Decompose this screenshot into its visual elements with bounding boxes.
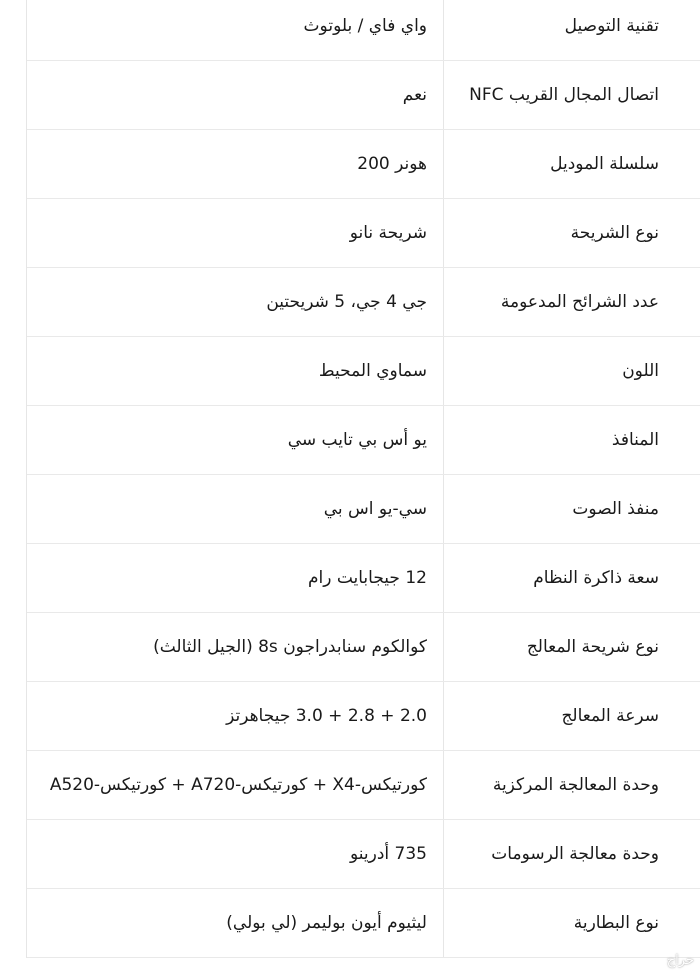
spec-label: منفذ الصوت (443, 475, 700, 543)
spec-value: واي فاي / بلوتوث (303, 16, 427, 36)
spec-value: نعم (402, 85, 427, 105)
spec-value: ليثيوم أيون بوليمر (لي بولي) (226, 913, 427, 933)
spec-row-nfc (27, 61, 700, 130)
spec-row-gpu (27, 820, 700, 889)
spec-label: وحدة المعالجة المركزية (443, 751, 700, 819)
spec-row-ports (27, 406, 700, 475)
spec-label: نوع شريحة المعالج (443, 613, 700, 681)
spec-value: كورتيكس-X4 + كورتيكس-A720 + كورتيكس-A520 (49, 775, 427, 795)
spec-value: 2.0 + 2.8 + 3.0 جيجاهرتز (226, 706, 427, 726)
spec-label: تقنية التوصيل (443, 0, 700, 60)
spec-value: 735 أدرينو (349, 844, 427, 864)
spec-label: المنافذ (443, 406, 700, 474)
spec-row-cpu (27, 751, 700, 820)
spec-label: اتصال المجال القريب NFC (443, 61, 700, 129)
spec-row-audio-port (27, 475, 700, 544)
spec-table (26, 0, 700, 958)
spec-value: هونر 200 (357, 154, 427, 174)
spec-label: سعة ذاكرة النظام (443, 544, 700, 612)
spec-value: كوالكوم سنابدراجون 8s (الجيل الثالث) (153, 637, 427, 657)
spec-label: سرعة المعالج (443, 682, 700, 750)
spec-label: اللون (443, 337, 700, 405)
spec-row-color (27, 337, 700, 406)
spec-value: سي-يو اس بي (323, 499, 427, 519)
spec-value: شريحة نانو (349, 223, 427, 243)
spec-row-connectivity (27, 0, 700, 61)
spec-row-chipset (27, 613, 700, 682)
spec-row-ram (27, 544, 700, 613)
spec-row-model-series (27, 130, 700, 199)
spec-row-battery-type (27, 889, 700, 958)
spec-row-cpu-speed (27, 682, 700, 751)
spec-value: جي 4 جي، 5 شريحتين (266, 292, 427, 312)
spec-row-sim-count (27, 268, 700, 337)
spec-value: 12 جيجابايت رام (307, 568, 427, 588)
spec-row-sim-type (27, 199, 700, 268)
spec-label: عدد الشرائح المدعومة (443, 268, 700, 336)
spec-label: نوع البطارية (443, 889, 700, 957)
spec-label: سلسلة الموديل (443, 130, 700, 198)
spec-label: وحدة معالجة الرسومات (443, 820, 700, 888)
spec-value: سماوي المحيط (318, 361, 427, 381)
spec-value: يو أس بي تايب سي (287, 430, 427, 450)
spec-label: نوع الشريحة (443, 199, 700, 267)
watermark-logo: حراج (666, 953, 694, 968)
